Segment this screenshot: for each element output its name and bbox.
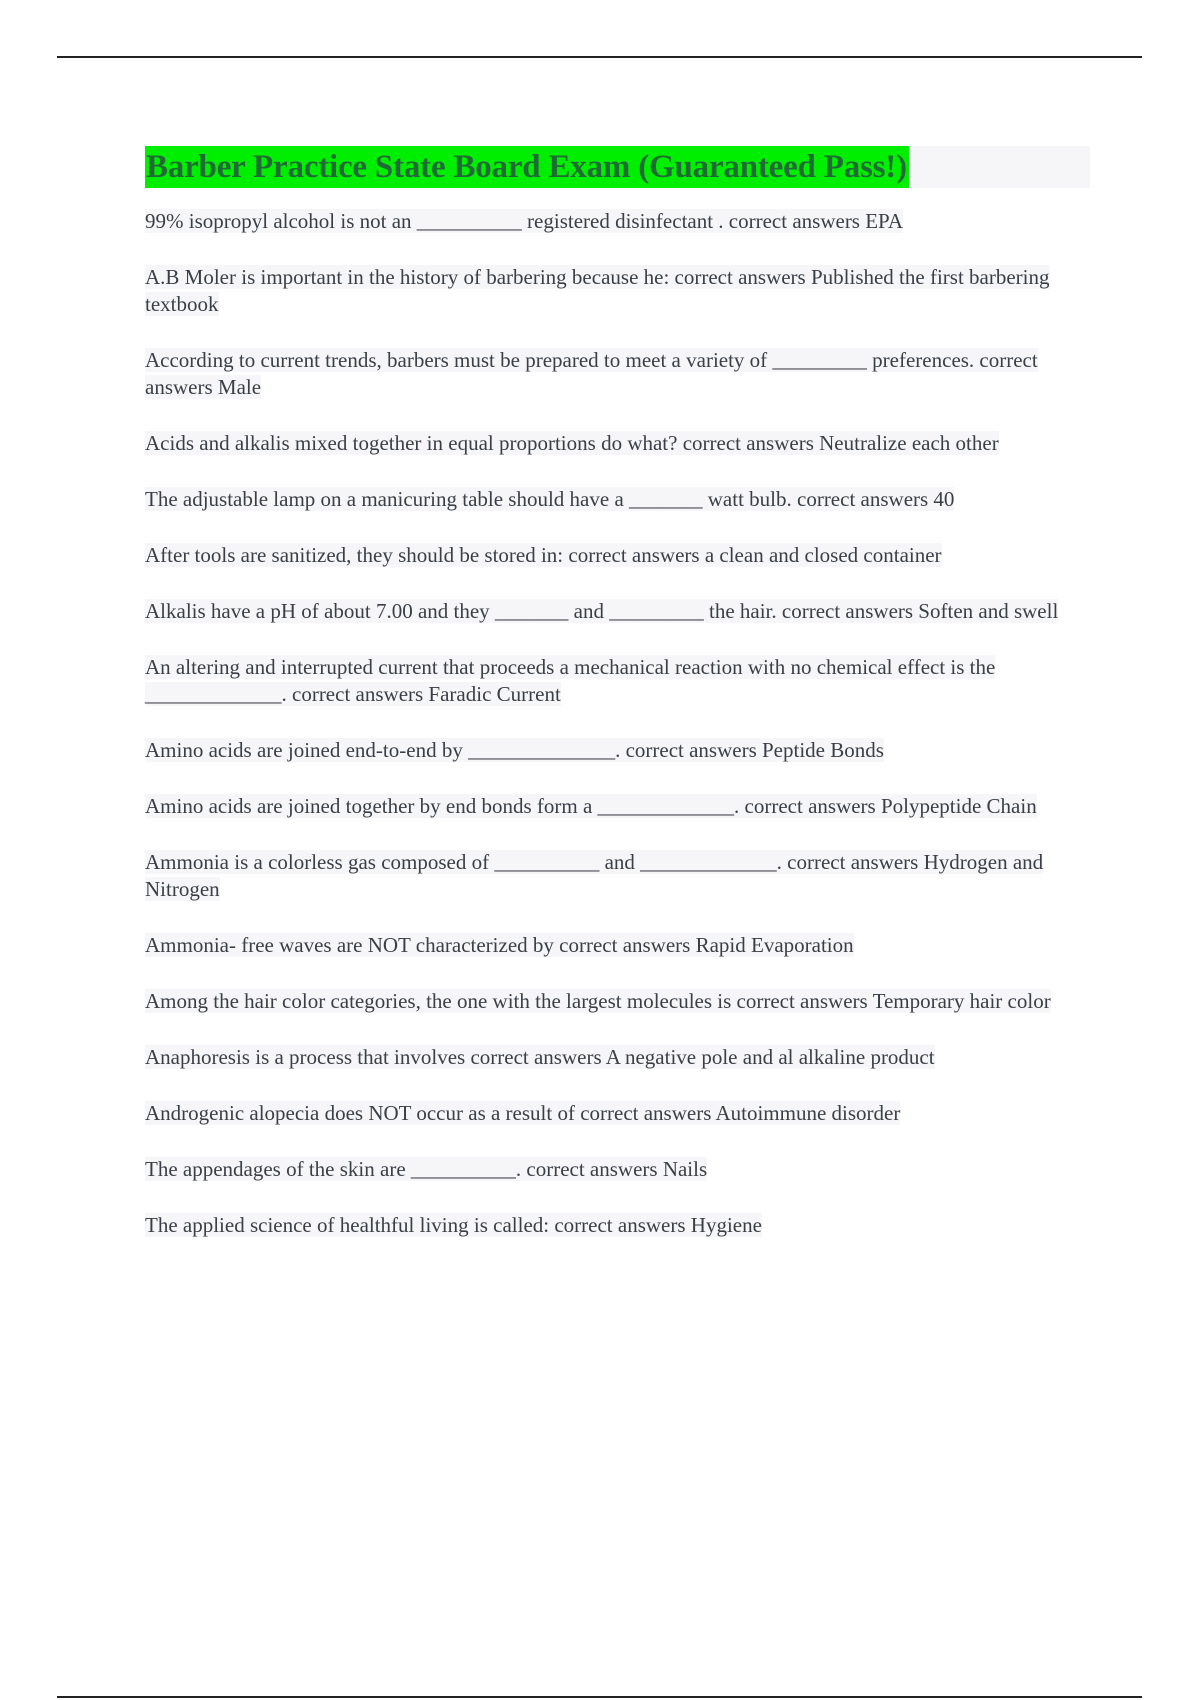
question-text: Alkalis have a pH of about 7.00 and they _______ and _________ the hair. correct answers Soften and swell: [145, 599, 1059, 623]
document-body: [145, 146, 1090, 1268]
question-item: [145, 793, 1090, 820]
question-item: [145, 542, 1090, 569]
question-text: After tools are sanitized, they should be stored in: correct answers a clean and closed container: [145, 543, 942, 567]
question-item: [145, 1100, 1090, 1127]
question-text: An altering and interrupted current that proceeds a mechanical reaction with no chemical effect is the _____________. correct answers Faradic Current: [145, 655, 996, 706]
page-title: Barber Practice State Board Exam (Guaranteed Pass!): [145, 146, 909, 188]
question-item: [145, 486, 1090, 513]
question-item: [145, 208, 1090, 235]
bottom-rule: [57, 1696, 1142, 1698]
question-item: [145, 264, 1090, 318]
question-text: Ammonia- free waves are NOT characterized by correct answers Rapid Evaporation: [145, 933, 854, 957]
question-text: The adjustable lamp on a manicuring table should have a _______ watt bulb. correct answers 40: [145, 487, 955, 511]
question-text: The applied science of healthful living is called: correct answers Hygiene: [145, 1213, 762, 1237]
question-text: Acids and alkalis mixed together in equal proportions do what? correct answers Neutralize each other: [145, 431, 999, 455]
question-item: [145, 849, 1090, 903]
question-text: A.B Moler is important in the history of barbering because he: correct answers Published the first barbering textbook: [145, 265, 1050, 316]
question-text: 99% isopropyl alcohol is not an __________ registered disinfectant . correct answers EPA: [145, 209, 903, 233]
question-item: [145, 737, 1090, 764]
question-item: [145, 1212, 1090, 1239]
question-item: [145, 347, 1090, 401]
question-item: [145, 1156, 1090, 1183]
question-text: Androgenic alopecia does NOT occur as a result of correct answers Autoimmune disorder: [145, 1101, 901, 1125]
question-text: The appendages of the skin are __________. correct answers Nails: [145, 1157, 708, 1181]
question-item: [145, 1044, 1090, 1071]
question-item: [145, 988, 1090, 1015]
question-text: According to current trends, barbers must be prepared to meet a variety of _________ preferences. correct answers Male: [145, 348, 1038, 399]
question-item: [145, 430, 1090, 457]
title-row: [145, 146, 1090, 188]
question-text: Among the hair color categories, the one with the largest molecules is correct answers Temporary hair color: [145, 989, 1051, 1013]
question-list: [145, 208, 1090, 1239]
question-item: [145, 932, 1090, 959]
question-text: Anaphoresis is a process that involves correct answers A negative pole and al alkaline product: [145, 1045, 935, 1069]
question-text: Amino acids are joined end-to-end by ______________. correct answers Peptide Bonds: [145, 738, 884, 762]
question-item: [145, 654, 1090, 708]
question-text: Amino acids are joined together by end bonds form a _____________. correct answers Polypeptide Chain: [145, 794, 1037, 818]
question-item: [145, 598, 1090, 625]
question-text: Ammonia is a colorless gas composed of __________ and _____________. correct answers Hydrogen and Nitrogen: [145, 850, 1044, 901]
top-rule: [57, 56, 1142, 58]
